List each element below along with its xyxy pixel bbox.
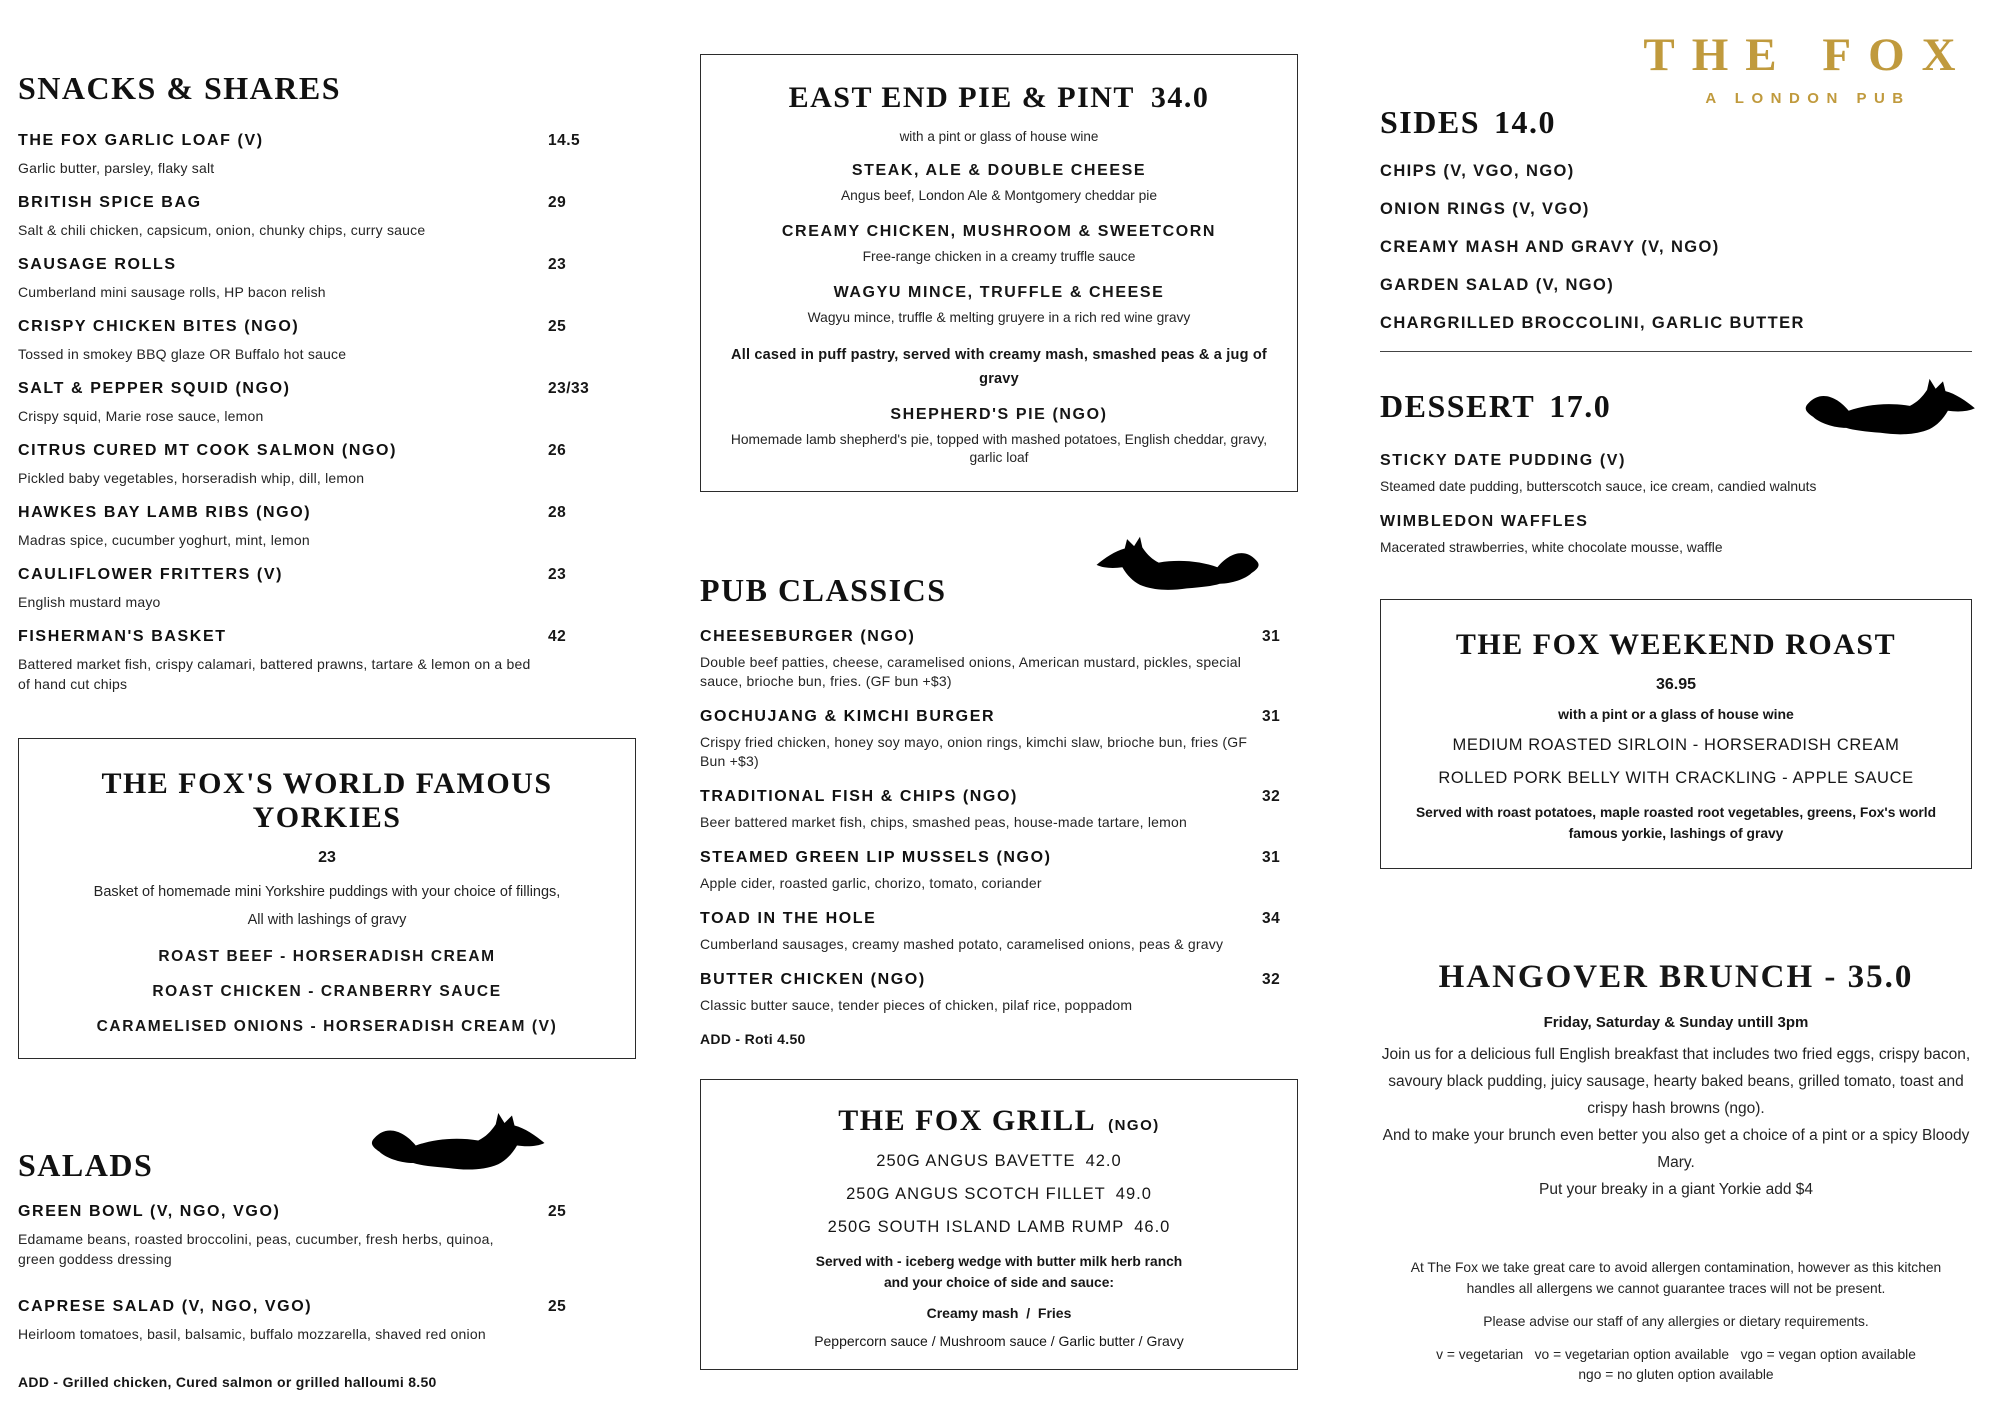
menu-item-description: Battered market fish, crispy calamari, battered prawns, tartare & lemon on a bed of hand cut chips xyxy=(18,656,531,692)
pie-item xyxy=(725,283,1273,327)
grill-sides-line: Creamy mash / Fries xyxy=(926,1305,1072,1321)
dessert-price: 17.0 xyxy=(1549,388,1612,424)
yorkies-option: ROAST BEEF - HORSERADISH CREAM xyxy=(158,948,496,965)
menu-item-main xyxy=(700,848,1262,893)
pie-and-pint-note: All cased in puff pastry, served with creamy mash, smashed peas & a jug of gravy xyxy=(731,347,1267,387)
pie-and-pint-subheading: with a pint or glass of house wine xyxy=(899,129,1099,144)
menu-item-main xyxy=(700,787,1262,832)
yorkies-heading: THE FOX'S WORLD FAMOUS YORKIES xyxy=(101,767,553,834)
menu-item-main xyxy=(18,317,548,364)
salads-add-note: ADD - Grilled chicken, Cured salmon or grilled halloumi 8.50 xyxy=(18,1374,437,1390)
menu-item-name: CHEESEBURGER (NGO) xyxy=(700,628,916,645)
menu-item-main xyxy=(18,441,548,488)
fox-grill-box xyxy=(700,1079,1298,1370)
dessert-item-description: Steamed date pudding, butterscotch sauce, ice cream, candied walnuts xyxy=(1380,479,1817,494)
menu-item-price: 34 xyxy=(1262,910,1281,927)
pie-item-name: WAGYU MINCE, TRUFFLE & CHEESE xyxy=(833,284,1165,301)
pie-and-pint-title: EAST END PIE & PINT xyxy=(788,81,1135,114)
grill-sauces-line: Peppercorn sauce / Mushroom sauce / Garlic butter / Gravy xyxy=(814,1333,1184,1349)
menu-item-description: Beer battered market fish, chips, smashed peas, house-made tartare, lemon xyxy=(700,814,1187,830)
menu-item-main xyxy=(18,503,548,550)
grill-item-name: 250G ANGUS SCOTCH FILLET xyxy=(846,1185,1106,1203)
yorkies-box xyxy=(18,738,636,1059)
weekend-roast-price: 36.95 xyxy=(1655,676,1697,693)
side-item: GARDEN SALAD (V, NGO) xyxy=(1380,276,1615,294)
side-item: CHARGRILLED BROCCOLINI, GARLIC BUTTER xyxy=(1380,314,1805,332)
grill-item xyxy=(723,1151,1275,1171)
brand-logo xyxy=(1640,30,1976,107)
grill-item-price: 42.0 xyxy=(1085,1152,1122,1170)
fox-grill-title: THE FOX GRILL xyxy=(838,1104,1097,1137)
sides-title: SIDES xyxy=(1380,104,1480,140)
dessert-item-name: STICKY DATE PUDDING (V) xyxy=(1380,452,1626,469)
menu-item-description: Apple cider, roasted garlic, chorizo, tomato, coriander xyxy=(700,875,1042,891)
sides-list xyxy=(1380,161,1972,333)
fox-illustration-pub-classics xyxy=(1086,532,1262,626)
menu-item-main xyxy=(18,1202,548,1269)
dessert-title: DESSERT xyxy=(1380,388,1536,424)
menu-item-name: CITRUS CURED MT COOK SALMON (NGO) xyxy=(18,442,398,459)
grill-item-name: 250G ANGUS BAVETTE xyxy=(876,1152,1076,1170)
menu-item-name: CAPRESE SALAD (V, NGO, VGO) xyxy=(18,1298,313,1315)
pub-classics-list xyxy=(700,627,1298,1015)
menu-item-main xyxy=(18,565,548,612)
brunch-body-2: And to make your brunch even better you also get a choice of a pint or a spicy Bloody Mary. xyxy=(1382,1127,1970,1171)
menu-item xyxy=(18,131,636,178)
grill-item xyxy=(723,1217,1275,1237)
weekend-roast-item: MEDIUM ROASTED SIRLOIN - HORSERADISH CREAM xyxy=(1452,736,1900,754)
right-column xyxy=(1380,104,1972,1385)
menu-item-description: Cumberland mini sausage rolls, HP bacon relish xyxy=(18,284,326,300)
brand-tagline: A LONDON PUB xyxy=(1705,90,1911,107)
menu-item xyxy=(700,787,1298,832)
pie-and-pint-price: 34.0 xyxy=(1150,81,1210,114)
side-item: CREAMY MASH AND GRAVY (V, NGO) xyxy=(1380,238,1720,256)
menu-item xyxy=(18,1202,636,1269)
allergy-advise-note: Please advise our staff of any allergies or dietary requirements. xyxy=(1483,1314,1869,1329)
menu-item-description: Edamame beans, roasted broccolini, peas, cucumber, fresh herbs, quinoa, green goddess dressing xyxy=(18,1231,494,1267)
menu-item-description: Double beef patties, cheese, caramelised onions, American mustard, pickles, special sauce, brioche bun, fries. (GF bun +$3) xyxy=(700,654,1242,689)
pie-item-description: Wagyu mince, truffle & melting gruyere in a rich red wine gravy xyxy=(807,310,1191,325)
yorkies-option: CARAMELISED ONIONS - HORSERADISH CREAM (V) xyxy=(96,1018,558,1035)
grill-item-price: 49.0 xyxy=(1115,1185,1152,1203)
menu-item xyxy=(18,565,636,612)
menu-item-main xyxy=(18,255,548,302)
menu-item-name: STEAMED GREEN LIP MUSSELS (NGO) xyxy=(700,849,1052,866)
dietary-legend-line2: ngo = no gluten option available xyxy=(1578,1367,1774,1382)
allergen-note-line1: At The Fox we take great care to avoid allergen contamination, however as this kitchen xyxy=(1410,1260,1942,1275)
pie-and-pint-box xyxy=(700,54,1298,492)
yorkies-options xyxy=(43,948,611,1036)
pub-classics-add-note: ADD - Roti 4.50 xyxy=(700,1031,806,1047)
menu-item xyxy=(18,503,636,550)
pie-item xyxy=(725,405,1273,467)
menu-item-main xyxy=(700,970,1262,1015)
menu-item xyxy=(18,627,636,694)
brunch-body-3: Put your breaky in a giant Yorkie add $4 xyxy=(1538,1181,1814,1198)
dessert-item-description: Macerated strawberries, white chocolate mousse, waffle xyxy=(1380,540,1723,555)
weekend-roast-box xyxy=(1380,599,1972,869)
menu-item-name: SAUSAGE ROLLS xyxy=(18,256,177,273)
sides-price: 14.0 xyxy=(1494,104,1556,140)
menu-item-main xyxy=(18,379,548,426)
pie-item-description: Free-range chicken in a creamy truffle sauce xyxy=(862,249,1136,264)
menu-item xyxy=(18,1297,636,1344)
snacks-list xyxy=(18,131,636,694)
left-column xyxy=(18,70,636,1390)
menu-item-name: TOAD IN THE HOLE xyxy=(700,910,877,927)
pie-item-description: Homemade lamb shepherd's pie, topped with mashed potatoes, English cheddar, gravy, garlic loaf xyxy=(730,432,1268,465)
menu-item-description: Pickled baby vegetables, horseradish whip, dill, lemon xyxy=(18,470,365,486)
menu-item-price: 23 xyxy=(548,256,567,273)
menu-item-description: Crispy squid, Marie rose sauce, lemon xyxy=(18,408,264,424)
brunch-heading: HANGOVER BRUNCH - 35.0 xyxy=(1438,959,1914,995)
menu-item-description: Crispy fried chicken, honey soy mayo, onion rings, kimchi slaw, brioche bun, fries (GF Bun +$3) xyxy=(700,734,1248,769)
menu-item-price: 26 xyxy=(548,442,567,459)
pie-item-name: CREAMY CHICKEN, MUSHROOM & SWEETCORN xyxy=(781,223,1217,240)
menu-item-price: 29 xyxy=(548,194,567,211)
dietary-legend-line1: v = vegetarian vo = vegetarian option available vgo = vegan option available xyxy=(1436,1347,1916,1362)
menu-item-main xyxy=(700,909,1262,954)
pie-item-name: SHEPHERD'S PIE (NGO) xyxy=(890,406,1108,423)
menu-item-name: FISHERMAN'S BASKET xyxy=(18,628,227,645)
yorkies-description-line1: Basket of homemade mini Yorkshire puddings with your choice of fillings, xyxy=(93,884,561,900)
menu-item-name: BRITISH SPICE BAG xyxy=(18,194,202,211)
footer-notes xyxy=(1380,1257,1972,1385)
menu-item-price: 42 xyxy=(548,628,567,645)
menu-item-name: CRISPY CHICKEN BITES (NGO) xyxy=(18,318,300,335)
weekend-roast-item: ROLLED PORK BELLY WITH CRACKLING - APPLE SAUCE xyxy=(1438,769,1914,787)
menu-item-description: Heirloom tomatoes, basil, balsamic, buffalo mozzarella, shaved red onion xyxy=(18,1326,486,1342)
weekend-roast-heading: THE FOX WEEKEND ROAST xyxy=(1455,628,1897,661)
menu-item-price: 23/33 xyxy=(548,380,590,397)
grill-item-name: 250G SOUTH ISLAND LAMB RUMP xyxy=(827,1218,1125,1236)
menu-item xyxy=(18,255,636,302)
grill-note-line1: Served with - iceberg wedge with butter milk herb ranch xyxy=(815,1254,1183,1269)
allergen-note-line2: handles all allergens we cannot guarantee traces will not be present. xyxy=(1466,1281,1886,1296)
menu-item-name: CAULIFLOWER FRITTERS (V) xyxy=(18,566,284,583)
weekend-roast-subheading: with a pint or a glass of house wine xyxy=(1558,706,1794,722)
fox-grill-heading xyxy=(723,1104,1275,1138)
menu-item-main xyxy=(18,627,548,694)
menu-item-main xyxy=(18,193,548,240)
menu-item xyxy=(700,848,1298,893)
menu-item xyxy=(18,193,636,240)
menu-item-price: 28 xyxy=(548,504,567,521)
menu-item-price: 32 xyxy=(1262,788,1281,805)
menu-item-name: BUTTER CHICKEN (NGO) xyxy=(700,971,926,988)
grill-note-line2: and your choice of side and sauce: xyxy=(883,1275,1114,1290)
yorkies-option: ROAST CHICKEN - CRANBERRY SAUCE xyxy=(152,983,502,1000)
menu-item-name: GOCHUJANG & KIMCHI BURGER xyxy=(700,708,996,725)
menu-item-price: 31 xyxy=(1262,628,1281,645)
pie-item xyxy=(725,222,1273,266)
menu-item-price: 25 xyxy=(548,1203,567,1220)
divider xyxy=(1380,351,1972,352)
menu-item-main xyxy=(700,707,1262,771)
menu-item-price: 32 xyxy=(1262,971,1281,988)
grill-item xyxy=(723,1184,1275,1204)
dessert-item xyxy=(1380,512,1972,557)
menu-item xyxy=(700,970,1298,1015)
menu-item-price: 25 xyxy=(548,1298,567,1315)
menu-item-description: Classic butter sauce, tender pieces of chicken, pilaf rice, poppadom xyxy=(700,997,1133,1013)
menu-item-main xyxy=(18,131,548,178)
salads-heading: SALADS xyxy=(18,1147,154,1183)
menu-item-description: English mustard mayo xyxy=(18,594,161,610)
brand-name: THE FOX xyxy=(1643,29,1973,81)
menu-item-price: 31 xyxy=(1262,708,1281,725)
menu-item-price: 31 xyxy=(1262,849,1281,866)
brunch-subheading: Friday, Saturday & Sunday untill 3pm xyxy=(1543,1014,1809,1031)
pie-item-name: STEAK, ALE & DOUBLE CHEESE xyxy=(851,162,1147,179)
menu-item xyxy=(700,909,1298,954)
menu-item-price: 14.5 xyxy=(548,132,581,149)
menu-item xyxy=(18,317,636,364)
dessert-item-name: WIMBLEDON WAFFLES xyxy=(1380,513,1589,530)
menu-item xyxy=(700,627,1298,691)
pie-item xyxy=(725,161,1273,205)
menu-item xyxy=(700,707,1298,771)
salads-list xyxy=(18,1202,636,1344)
menu-item-main xyxy=(700,627,1262,691)
menu-item xyxy=(18,379,636,426)
pie-item-description: Angus beef, London Ale & Montgomery cheddar pie xyxy=(840,188,1157,203)
brunch-body-1: Join us for a delicious full English breakfast that includes two fried eggs, crispy bacon, savoury black pudding, juicy sausage, hearty baked beans, grilled tomato, toast and crispy hash browns (ngo). xyxy=(1381,1046,1971,1117)
menu-item-price: 25 xyxy=(548,318,567,335)
menu-item-name: GREEN BOWL (V, NGO, VGO) xyxy=(18,1203,281,1220)
menu-item-description: Cumberland sausages, creamy mashed potato, caramelised onions, peas & gravy xyxy=(700,936,1224,952)
snacks-shares-heading: SNACKS & SHARES xyxy=(18,70,342,106)
middle-column xyxy=(700,54,1298,1370)
menu-item xyxy=(18,441,636,488)
menu-item-description: Salt & chili chicken, capsicum, onion, chunky chips, curry sauce xyxy=(18,222,426,238)
menu-item-name: SALT & PEPPER SQUID (NGO) xyxy=(18,380,291,397)
side-item: ONION RINGS (V, VGO) xyxy=(1380,200,1590,218)
menu-item-name: THE FOX GARLIC LOAF (V) xyxy=(18,132,264,149)
fox-illustration-dessert xyxy=(1802,374,1986,472)
menu-item-description: Madras spice, cucumber yoghurt, mint, lemon xyxy=(18,532,310,548)
menu-item-price: 23 xyxy=(548,566,567,583)
pub-classics-heading: PUB CLASSICS xyxy=(700,572,947,608)
menu-item-description: Garlic butter, parsley, flaky salt xyxy=(18,160,215,176)
fox-illustration-salads xyxy=(368,1108,556,1208)
grill-item-price: 46.0 xyxy=(1134,1218,1171,1236)
menu-item-description: Tossed in smokey BBQ glaze OR Buffalo hot sauce xyxy=(18,346,347,362)
menu-item-name: TRADITIONAL FISH & CHIPS (NGO) xyxy=(700,788,1018,805)
yorkies-price: 23 xyxy=(318,849,336,866)
sides-heading xyxy=(1380,104,1972,141)
menu-item-name: HAWKES BAY LAMB RIBS (NGO) xyxy=(18,504,312,521)
fox-grill-badge: (NGO) xyxy=(1108,1117,1160,1134)
pie-and-pint-heading xyxy=(725,81,1273,115)
side-item: CHIPS (V, VGO, NGO) xyxy=(1380,162,1575,180)
yorkies-description-line2: All with lashings of gravy xyxy=(247,912,407,928)
weekend-roast-note: Served with roast potatoes, maple roasted root vegetables, greens, Fox's world famous yorkie, lashings of gravy xyxy=(1415,805,1937,841)
menu-item-main xyxy=(18,1297,548,1344)
hangover-brunch-section xyxy=(1380,959,1972,1203)
